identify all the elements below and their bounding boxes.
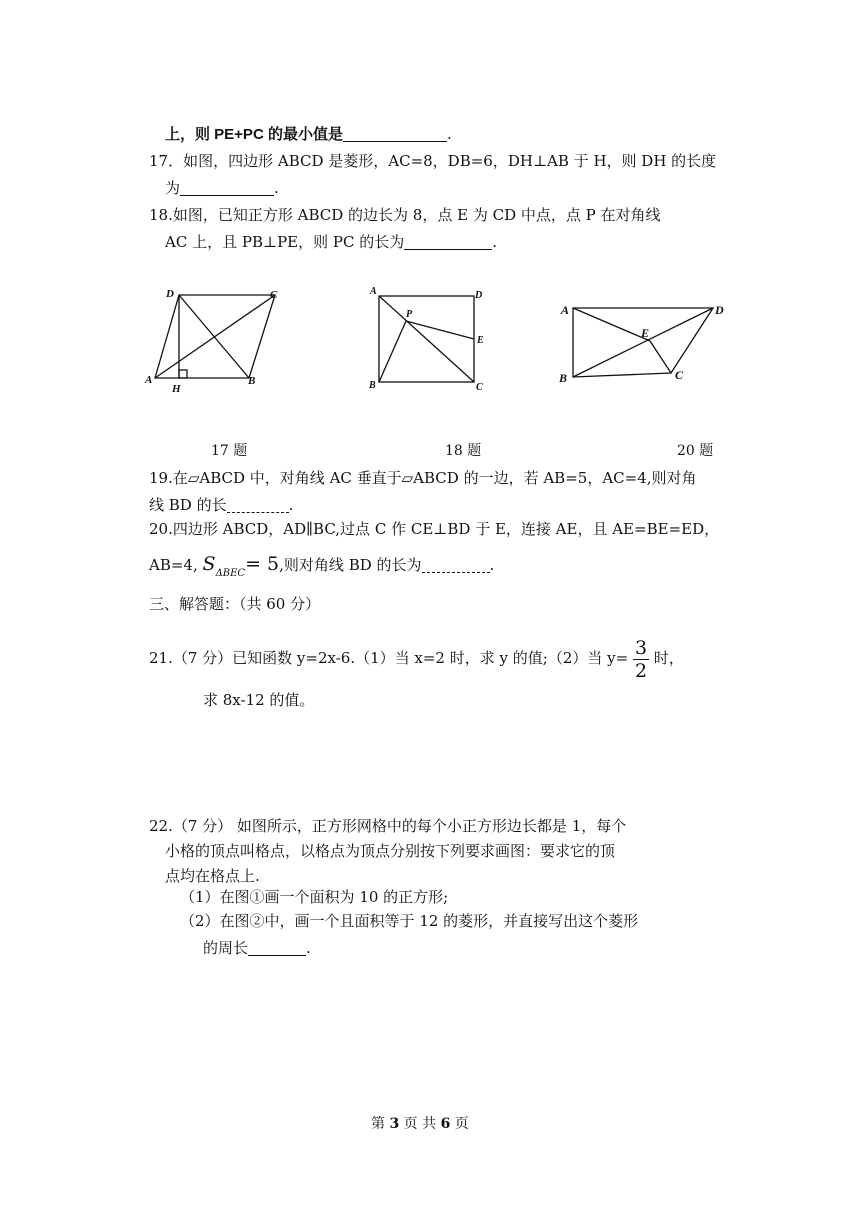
q20-line2-end: . — [489, 556, 495, 574]
q16-tail-text: 上，则 PE+PC 的最小值是 — [165, 126, 343, 143]
q20-formula-s: S — [202, 553, 216, 575]
q20-formula-sub: ΔBEC — [215, 568, 246, 579]
fig18-label-d: D — [475, 290, 483, 301]
q22-part1: （1）在图①画一个面积为 10 的正方形; — [180, 888, 449, 906]
q21-line1 — [149, 635, 684, 682]
fig18-label-b: B — [369, 380, 376, 391]
q21-frac-den: 2 — [634, 659, 648, 682]
q22-line1: 22.（7 分） 如图所示，正方形网格中的每个小正方形边长都是 1，每个 — [149, 817, 627, 835]
q20-formula-rest: = 5 — [245, 553, 280, 575]
fig17-label-c: C — [270, 289, 278, 301]
q21-fraction — [633, 637, 649, 682]
q21-line1-start: 21.（7 分）已知函数 y=2x-6.（1）当 x=2 时，求 y 的值;（2）当 y= — [149, 649, 629, 667]
q17-answer-blank[interactable] — [180, 179, 274, 196]
q21-line2: 求 8x-12 的值。 — [203, 691, 315, 709]
fig18-caption: 18 题 — [445, 443, 482, 459]
footer-page-number: 3 — [389, 1116, 400, 1132]
q17-line2-end: . — [274, 179, 279, 197]
q22-part2-line1: （2）在图②中，画一个且面积等于 12 的菱形，并直接写出这个菱形 — [180, 912, 639, 930]
footer-prefix: 第 — [371, 1116, 385, 1132]
q22-part2-line2-start: 的周长 — [203, 939, 249, 957]
fig20-label-a: A — [561, 303, 570, 317]
q19-line2-start: 线 BD 的长 — [149, 496, 227, 514]
section-3-heading: 三、解答题：（共 60 分） — [149, 595, 321, 613]
q20-line2-start: AB=4, — [149, 556, 198, 574]
q22-line2: 小格的顶点叫格点，以格点为顶点分别按下列要求画图：要求它的顶 — [165, 842, 616, 860]
q18-line2 — [165, 232, 497, 252]
q17-line2-start: 为 — [165, 179, 181, 197]
q17-line2 — [165, 178, 279, 198]
q22-line3: 点均在格点上. — [165, 867, 260, 885]
fig17-label-b: B — [248, 375, 256, 387]
q21-frac-num: 3 — [634, 636, 648, 659]
fig17-label-d: D — [166, 288, 174, 300]
figures-row — [0, 280, 860, 410]
q19-line2 — [149, 495, 293, 515]
q20-area-formula — [202, 553, 280, 579]
fig18-label-a: A — [370, 286, 377, 297]
footer-suffix: 页 — [454, 1116, 469, 1132]
q19-line1: 19.在▱ABCD 中，对角线 AC 垂直于▱ABCD 的一边，若 AB=5，AC=4,则对角 — [149, 469, 697, 487]
q20-line2 — [149, 552, 494, 586]
q21-line1-end: 时， — [653, 649, 684, 667]
q16-answer-blank[interactable] — [343, 125, 447, 142]
fig20-label-c: C — [675, 368, 684, 382]
q19-line2-end: . — [288, 496, 294, 514]
q20-answer-blank[interactable] — [422, 556, 490, 573]
q20-line2-mid: ,则对角线 BD 的长为 — [279, 556, 422, 574]
q18-answer-blank[interactable] — [404, 233, 492, 250]
q17-line1: 17．如图，四边形 ABCD 是菱形，AC=8，DB=6，DH⊥AB 于 H，则 DH 的长度 — [149, 152, 717, 170]
q18-line1: 18.如图，已知正方形 ABCD 的边长为 8，点 E 为 CD 中点，点 P 在对角线 — [149, 206, 661, 224]
q18-line2-end: . — [492, 233, 497, 251]
q16-tail-line — [165, 124, 452, 145]
fig18-label-c: C — [476, 382, 483, 393]
q16-tail-end: . — [446, 125, 452, 143]
fig17-label-a: A — [145, 374, 153, 386]
fig18-label-e: E — [477, 335, 484, 346]
figure-17 — [155, 295, 275, 378]
q18-line2-start: AC 上，且 PB⊥PE，则 PC 的长为 — [165, 233, 405, 251]
figure-18 — [379, 296, 474, 382]
footer-middle: 页 共 — [403, 1116, 437, 1132]
fig17-caption: 17 题 — [211, 443, 248, 459]
q22-part2-line2-end: . — [306, 939, 311, 957]
fig20-caption: 20 题 — [677, 443, 714, 459]
fig20-label-d: D — [715, 303, 724, 317]
fig20-label-b: B — [559, 371, 568, 385]
q20-line1: 20.四边形 ABCD，AD∥BC,过点 C 作 CE⊥BD 于 E，连接 AE，且 AE=BE=ED， — [149, 520, 720, 538]
footer-total-pages: 6 — [440, 1116, 451, 1132]
figure-17-labels — [144, 288, 278, 395]
q19-answer-blank[interactable] — [227, 496, 289, 513]
figure-20 — [573, 308, 713, 377]
fig20-label-e: E — [641, 326, 650, 340]
q22-part2-line2 — [203, 938, 311, 958]
fig18-label-p: P — [406, 309, 413, 320]
fig17-label-h: H — [172, 383, 181, 395]
q22-answer-blank[interactable] — [248, 939, 306, 956]
page-footer — [371, 1114, 469, 1134]
